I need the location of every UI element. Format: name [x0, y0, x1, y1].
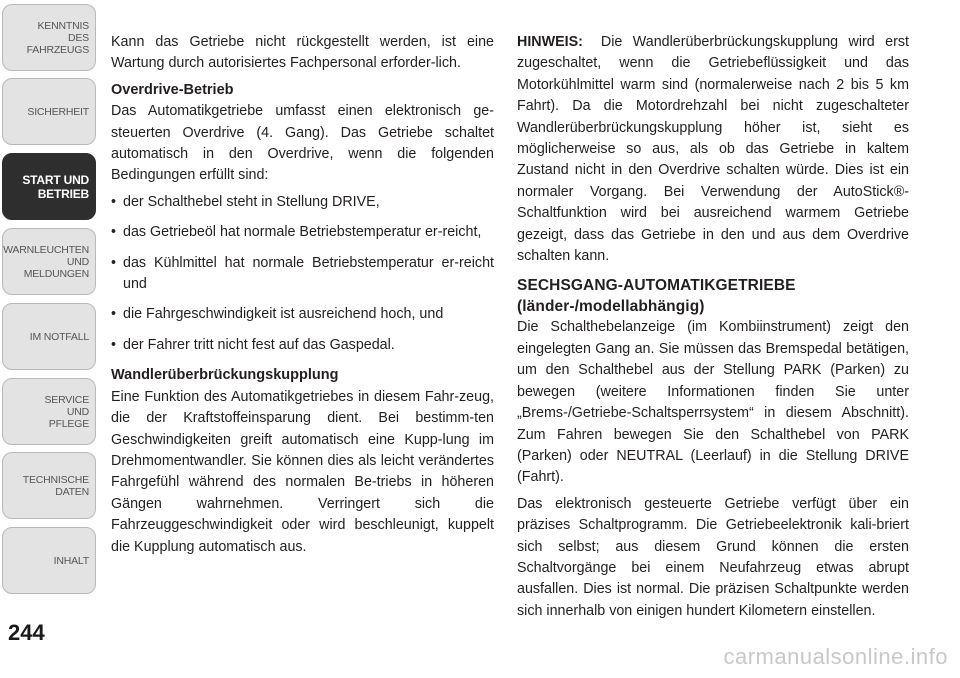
list-item: • das Kühlmittel hat normale Betriebstemperatur er-reicht und [111, 253, 494, 296]
tab-inhalt[interactable]: INHALT [2, 527, 96, 594]
section-subheading: (länder-/modellabhängig) [517, 298, 705, 316]
list-item: • der Schalthebel steht in Stellung DRIVE, [111, 192, 494, 213]
overdrive-heading: Overdrive-Betrieb [111, 81, 234, 98]
overdrive-paragraph: Das Automatikgetriebe umfasst einen elektronisch ge-steuerten Overdrive (4. Gang). Das Getriebe schaltet automatisch in den Overdrive, wenn die folgenden Bedingungen erfüllt sind: [111, 103, 494, 184]
tab-warnleuchten-und-meldungen[interactable]: WARNLEUCHTEN UND MELDUNGEN [2, 228, 96, 295]
clutch-paragraph: Eine Funktion des Automatikgetriebes in diesem Fahr-zeug, die der Kraftstoffeinsparung dient. Bei bestimm-ten Geschwindigkeiten greift automatisch eine Kupp-lung im Drehmomentwandler. Sie können dies als leicht verändertes Fahrgefühl während des normalen Be-triebs in höheren Gängen wahrnehmen. Verringert sich die Fahrzeuggeschwindigkeit oder wird beschleunigt, kuppelt die Kupplung automatisch aus. [111, 388, 494, 555]
right-column [517, 32, 909, 627]
note-text: Die Wandlerüberbrückungskupplung wird erst zugeschaltet, wenn die Getriebeflüssigkeit und das Motorkühlmittel warm sind (normalerweise nach 2 bis 5 km Fahrt). Da die Motordrehzahl bei nicht zugeschalteter Wandlerüberbrückungskupplung höher ist, sieht es möglicherweise so aus, als ob das Getriebe in kaltem Zustand nicht in den Overdrive schalten würde. Dies ist ein normaler Vorgang. Bei Verwendung der AutoStick®-Schaltfunktion wird bei ausreichend warmem Getriebe gezeigt, dass das Getriebe in den und aus dem Overdrive schalten kann. [517, 34, 909, 265]
chapter-tabs [0, 0, 100, 620]
tab-start-und-betrieb[interactable]: START UND BETRIEB [2, 153, 96, 220]
list-item: • die Fahrgeschwindigkeit ist ausreichend hoch, und [111, 304, 494, 325]
section-heading: SECHSGANG-AUTOMATIKGETRIEBE [517, 277, 796, 295]
watermark: carmanualsonline.info [723, 644, 948, 669]
tab-kenntnis-des-fahrzeugs[interactable]: KENNTNIS DES FAHRZEUGS [2, 4, 96, 71]
shift-program-paragraph: Das elektronisch gesteuerte Getriebe verfügt über ein präzises Schaltprogramm. Die Getriebeelektronik kali-briert sich selbst; aus diesem Grund können die ersten Schaltvorgänge bei einem Neufahrzeug etwas abrupt ausfallen. Dies ist normal. Die präzisen Schaltpunkte werden sich innerhalb von einigen hundert Kilometern einstellen. [517, 495, 909, 619]
gear-indicator-paragraph: Die Schalthebelanzeige (im Kombiinstrument) zeigt den eingelegten Gang an. Sie müssen das Bremspedal betätigen, um den Schalthebel aus der Stellung PARK (Parken) zu bewegen (weitere Informationen finden Sie unter „Brems-/Getriebe-Schaltsperrsystem“ in diesem Abschnitt). Zum Fahren bewegen Sie den Schalthebel von PARK (Parken) oder NEUTRAL (Leerlauf) in die Stellung DRIVE (Fahrt). [517, 319, 909, 486]
tab-sicherheit[interactable]: SICHERHEIT [2, 78, 96, 145]
intro-paragraph: Kann das Getriebe nicht rückgestellt werden, ist eine Wartung durch autorisiertes Fachpersonal erforder-lich. [111, 34, 494, 72]
note-paragraph [517, 32, 909, 267]
note-label: HINWEIS: [517, 34, 583, 50]
list-item: • der Fahrer tritt nicht fest auf das Gaspedal. [111, 335, 494, 356]
tab-technische-daten[interactable]: TECHNISCHE DATEN [2, 452, 96, 519]
clutch-heading: Wandlerüberbrückungskupplung [111, 367, 339, 384]
tab-service-und-pflege[interactable]: SERVICE UND PFLEGE [2, 378, 96, 445]
conditions-list [111, 192, 494, 356]
list-item: • das Getriebeöl hat normale Betriebstemperatur er-reicht, [111, 222, 494, 243]
left-column [111, 32, 494, 563]
tab-im-notfall[interactable]: IM NOTFALL [2, 303, 96, 370]
page-number: 244 [8, 620, 45, 645]
